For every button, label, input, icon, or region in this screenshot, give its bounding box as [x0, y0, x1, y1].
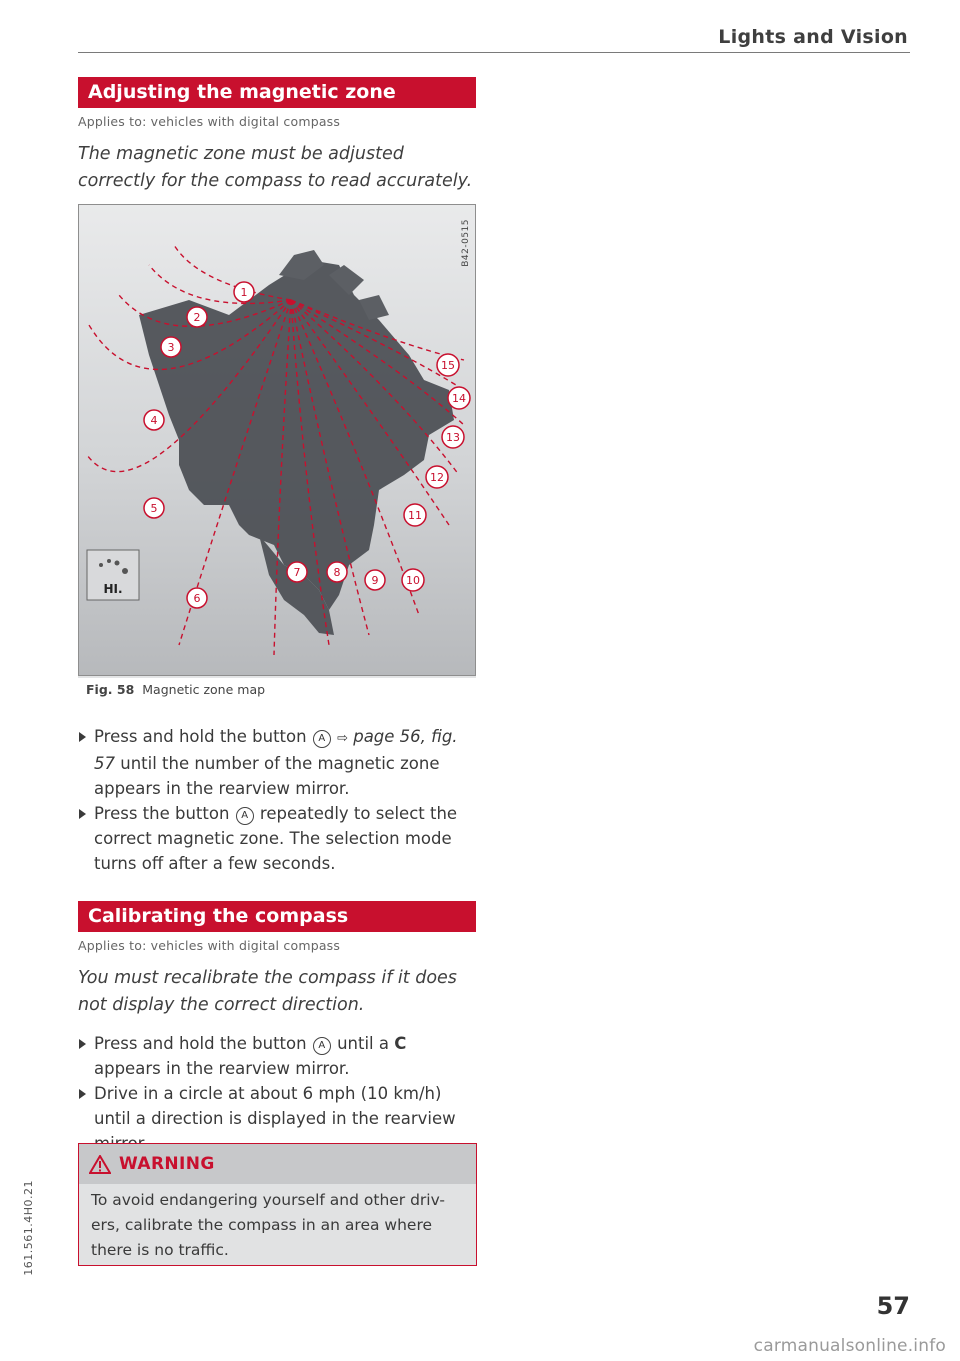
zone-marker-12: [426, 466, 448, 488]
section-title: Calibrating the compass: [78, 901, 476, 932]
svg-text:HI.: HI.: [103, 582, 123, 596]
zone-marker-8: [327, 562, 347, 582]
step-item: Press the button A repeatedly to select the correct magnetic zone. The selection mode turns off after a few seconds.: [78, 801, 476, 876]
svg-text:1: 1: [240, 286, 248, 299]
zone-marker-7: [287, 562, 307, 582]
figure-caption-text: Magnetic zone map: [142, 682, 266, 697]
hawaii-inset: [87, 550, 139, 600]
warning-title: WARNING: [119, 1154, 215, 1174]
figure-number: Fig. 58: [86, 682, 135, 697]
svg-text:8: 8: [333, 566, 341, 579]
warning-text: To avoid endangering yourself and other driv-ers, calibrate the compass in an area where there is no traffic.: [91, 1191, 445, 1259]
zone-marker-10: [402, 569, 424, 591]
applies-note: Applies to: vehicles with digital compass: [78, 938, 341, 953]
zone-marker-2: [187, 307, 207, 327]
button-a-icon: A: [236, 807, 254, 825]
section-adjusting: [78, 77, 476, 195]
svg-text:14: 14: [452, 392, 466, 405]
zone-marker-4: [144, 410, 164, 430]
intro-text: You must recalibrate the compass if it does not display the correct direction.: [78, 968, 457, 1015]
side-code: 161.561.4H0.21: [22, 1180, 35, 1276]
arrow-right-icon: ⇨: [337, 731, 348, 746]
zone-marker-3: [161, 337, 181, 357]
svg-text:11: 11: [408, 509, 422, 522]
zone-marker-13: [442, 426, 464, 448]
applies-note: Applies to: vehicles with digital compass: [78, 114, 341, 129]
step-list: [78, 724, 476, 876]
header-title: Lights and Vision: [718, 26, 908, 48]
svg-text:13: 13: [446, 431, 460, 444]
svg-text:7: 7: [293, 566, 301, 579]
zone-marker-6: [187, 588, 207, 608]
svg-text:2: 2: [193, 311, 201, 324]
step-item: Press and hold the button A ⇨ page 56, fig. 57 until the number of the magnetic zone appears in the rearview mirror.: [78, 724, 476, 801]
step-item: Drive in a circle at about 6 mph (10 km/h) until a direction is displayed in the rearview: [78, 1081, 476, 1156]
zone-marker-15: [437, 354, 459, 376]
figure-caption: [86, 682, 265, 697]
zone-marker-9: [365, 570, 385, 590]
header-rule: [78, 52, 910, 53]
warning-triangle-icon: [89, 1155, 111, 1174]
svg-text:10: 10: [406, 574, 420, 587]
page-reference[interactable]: page 56, fig. 57: [94, 727, 458, 773]
zone-marker-14: [448, 387, 470, 409]
step-list: [78, 1031, 476, 1156]
zone-marker-1: [234, 282, 254, 302]
figure-magnetic-zone-map: [78, 204, 476, 697]
svg-text:3: 3: [167, 341, 175, 354]
map-image: [78, 204, 476, 676]
svg-text:9: 9: [371, 574, 379, 587]
svg-text:15: 15: [441, 359, 455, 372]
zone-marker-11: [404, 504, 426, 526]
svg-text:12: 12: [430, 471, 444, 484]
intro-text: The magnetic zone must be adjusted correctly for the compass to read accurately.: [78, 144, 473, 191]
map-svg: [79, 205, 475, 675]
watermark: carmanualsonline.info: [753, 1336, 946, 1356]
warning-box: [78, 1143, 477, 1266]
warning-header: [79, 1144, 476, 1184]
svg-text:4: 4: [150, 414, 158, 427]
button-a-icon: A: [313, 1037, 331, 1055]
step-item: Press and hold the button A until a C appears in the rearview mirror.: [78, 1031, 476, 1081]
svg-text:6: 6: [193, 592, 201, 605]
section-title: Adjusting the magnetic zone: [78, 77, 476, 108]
figure-code: B42-0515: [461, 219, 471, 267]
svg-text:5: 5: [150, 502, 158, 515]
zone-marker-5: [144, 498, 164, 518]
page-number: 57: [876, 1292, 910, 1320]
button-a-icon: A: [313, 730, 331, 748]
section-calibrating: [78, 901, 476, 1156]
steps-adjusting: [78, 724, 476, 876]
